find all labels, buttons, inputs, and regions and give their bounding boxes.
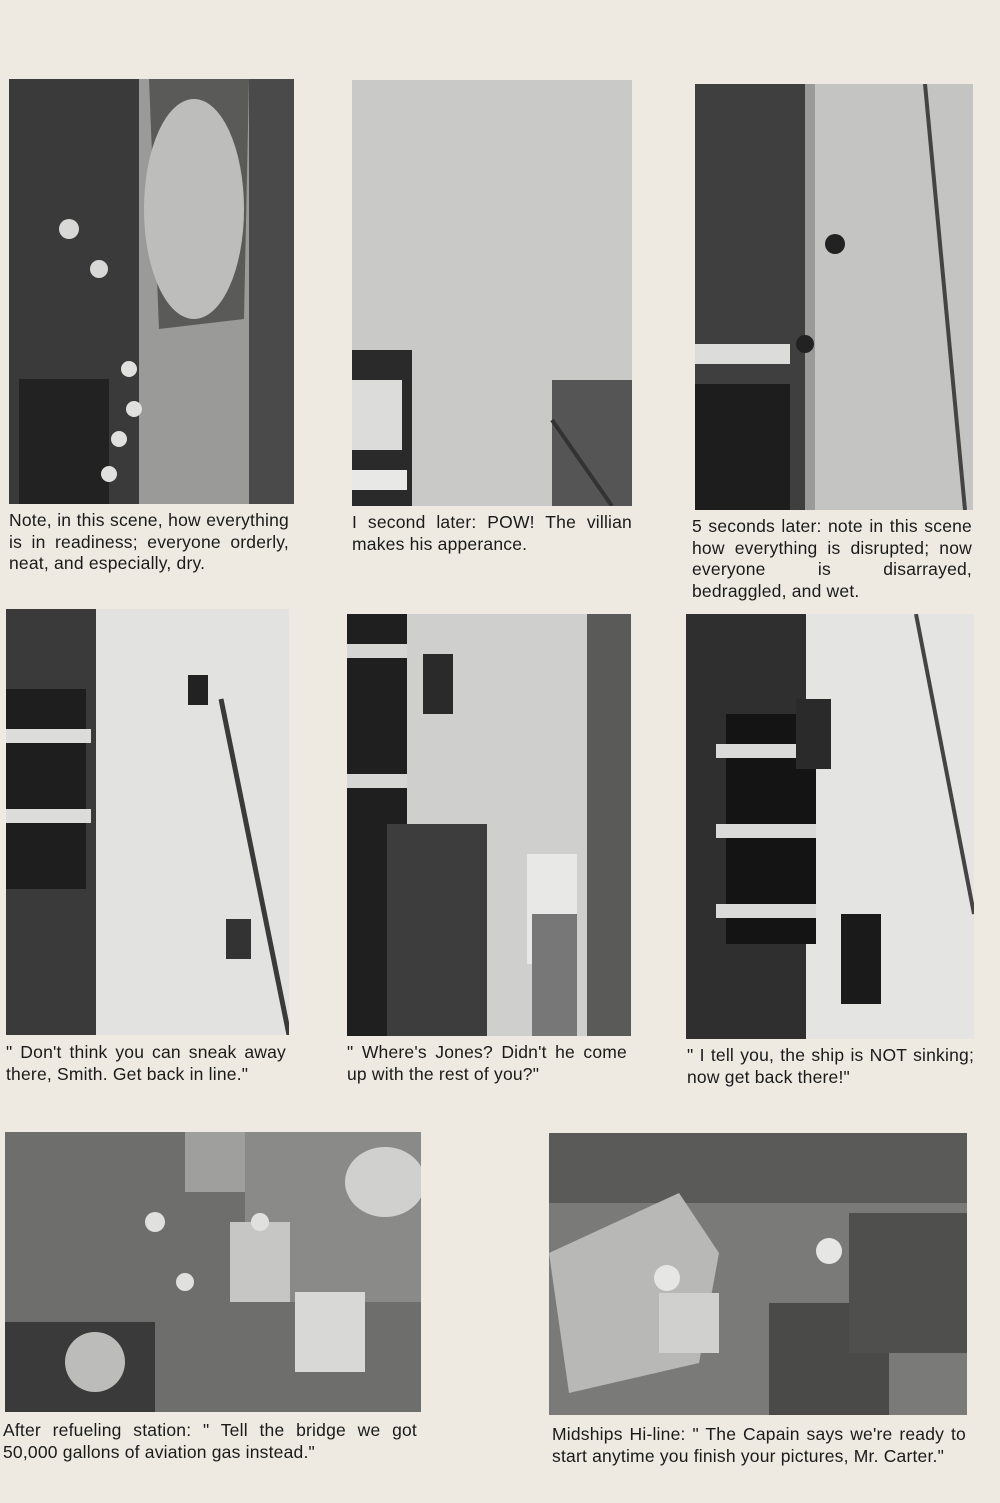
photo-midships-hiline bbox=[549, 1133, 967, 1415]
caption-sneak-away: " Don't think you can sneak away there, Smith. Get back in line." bbox=[6, 1042, 286, 1084]
photo-sneak-away bbox=[6, 609, 289, 1035]
photo-refueling-station bbox=[5, 1132, 421, 1412]
caption-disrupted: 5 seconds later: note in this scene how everything is disrupted; now everyone is disarrayed, bedraggled, and wet. bbox=[692, 516, 972, 601]
caption-deck-ready: Note, in this scene, how everything is in readiness; everyone orderly, neat, and especially, dry. bbox=[9, 510, 289, 573]
photo-wheres-jones bbox=[347, 614, 631, 1036]
caption-wheres-jones: " Where's Jones? Didn't he come up with the rest of you?" bbox=[347, 1042, 627, 1084]
caption-refueling-station: After refueling station: " Tell the bridge we got 50,000 gallons of aviation gas instead." bbox=[3, 1420, 417, 1462]
caption-midships-hiline: Midships Hi-line: " The Capain says we're ready to start anytime you finish your pictures, Mr. Carter." bbox=[552, 1424, 966, 1466]
caption-wave-hits: I second later: POW! The villian makes his apperance. bbox=[352, 512, 632, 554]
photo-not-sinking bbox=[686, 614, 974, 1039]
photo-wave-hits bbox=[352, 80, 632, 506]
photo-disrupted bbox=[695, 84, 973, 510]
caption-not-sinking: " I tell you, the ship is NOT sinking; now get back there!" bbox=[687, 1045, 974, 1087]
photo-deck-ready bbox=[9, 79, 294, 504]
